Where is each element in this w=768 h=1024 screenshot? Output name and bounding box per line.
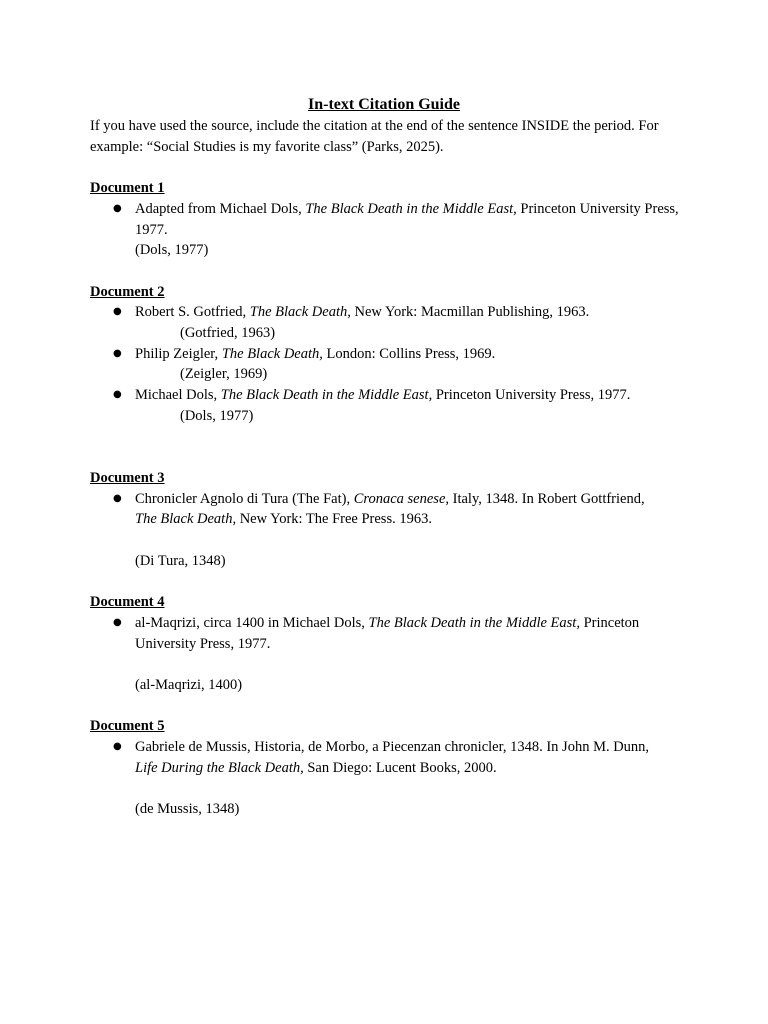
intro-paragraph: If you have used the source, include the citation at the end of the sentence INSIDE the period. For example: “Social Studies is my favorite class” (Parks, 2025). (90, 118, 659, 155)
citation-entry: ● Chronicler Agnolo di Tura (The Fat), Cronaca senese, Italy, 1348. In Robert Gottfriend, The Black Death, New York: The Free Press. 1963. (Di Tura, 1348) (90, 489, 690, 572)
citation-entry: ● Philip Zeigler, The Black Death, London: Collins Press, 1969. (Zeigler, 1969) (90, 344, 690, 385)
document-4-list (90, 613, 690, 696)
document-1-list (90, 199, 690, 261)
citation-entry: ● Gabriele de Mussis, Historia, de Morbo, a Piecenzan chronicler, 1348. In John M. Dunn, Life During the Black Death, San Diego: Lucent Books, 2000. (de Mussis, 1348) (90, 737, 690, 820)
page-title: In-text Citation Guide (308, 96, 460, 113)
document-page (90, 94, 690, 820)
in-text-citation: (al-Maqrizi, 1400) (135, 676, 243, 693)
document-3-heading: Document 3 (90, 469, 165, 486)
document-2-list (90, 302, 690, 426)
in-text-citation: (de Mussis, 1348) (135, 801, 240, 818)
citation-entry: ● Adapted from Michael Dols, The Black Death in the Middle East, Princeton University Press, 1977. (Dols, 1977) (90, 199, 690, 261)
document-5-list (90, 737, 690, 820)
in-text-citation: (Gotfried, 1963) (180, 325, 276, 341)
document-1-heading: Document 1 (90, 180, 165, 197)
citation-entry: ● Michael Dols, The Black Death in the Middle East, Princeton University Press, 1977. (Dols, 1977) (90, 385, 690, 426)
citation-entry: ● al-Maqrizi, circa 1400 in Michael Dols, The Black Death in the Middle East, Princeton University Press, 1977. (al-Maqrizi, 1400) (90, 613, 690, 696)
in-text-citation: (Dols, 1977) (180, 407, 254, 424)
in-text-citation: (Dols, 1977) (135, 242, 209, 259)
document-4-heading: Document 4 (90, 594, 165, 611)
in-text-citation: (Zeigler, 1969) (180, 366, 268, 383)
document-2-heading: Document 2 (90, 283, 165, 300)
citation-entry: ● Robert S. Gotfried, The Black Death, New York: Macmillan Publishing, 1963. (Gotfried, 1963) (90, 302, 690, 343)
document-3-list (90, 489, 690, 572)
in-text-citation: (Di Tura, 1348) (135, 552, 226, 569)
document-5-heading: Document 5 (90, 718, 165, 735)
